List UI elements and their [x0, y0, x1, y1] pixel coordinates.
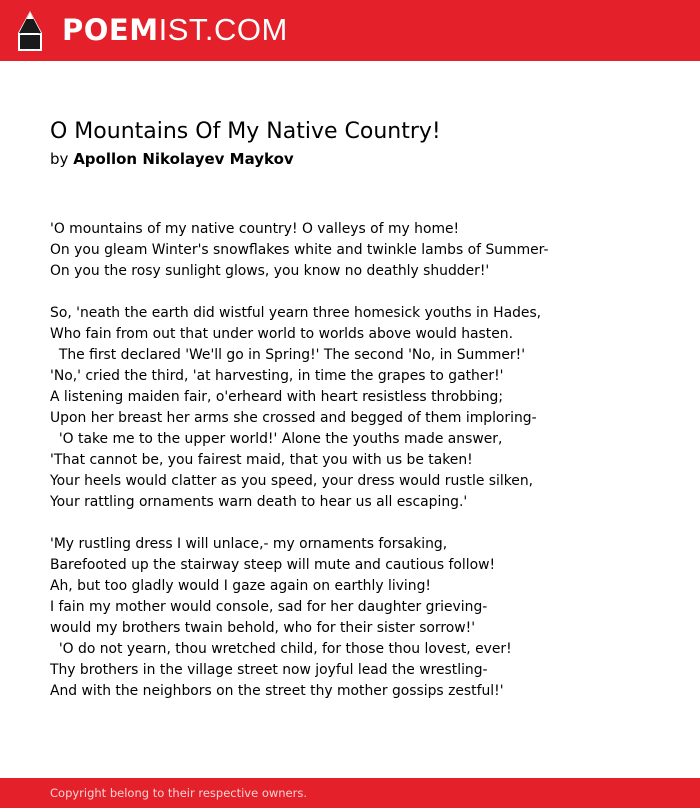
stanza [50, 219, 670, 282]
poem-line: would my brothers twain behold, who for their sister sorrow!' [50, 620, 476, 636]
poem-line: The first declared 'We'll go in Spring!' The second 'No, in Summer!' [50, 347, 526, 363]
poem-line: On you gleam Winter's snowflakes white and twinkle lambs of Summer- [50, 242, 549, 258]
site-footer [0, 778, 700, 808]
by-label: by [50, 150, 69, 168]
poem-line: 'No,' cried the third, 'at harvesting, in time the grapes to gather!' [50, 368, 504, 384]
poem-body [50, 219, 670, 723]
poem-line: Barefooted up the stairway steep will mute and cautious follow! [50, 557, 496, 573]
stanza [50, 534, 670, 702]
copyright-notice: Copyright belong to their respective owners. [50, 786, 308, 800]
poem-line: Ah, but too gladly would I gaze again on earthly living! [50, 578, 431, 594]
stanza [50, 303, 670, 513]
poem-author: Apollon Nikolayev Maykov [73, 150, 294, 168]
poem-line: 'O take me to the upper world!' Alone the youths made answer, [50, 431, 503, 447]
poem-line: Your rattling ornaments warn death to hear us all escaping.' [50, 494, 468, 510]
logo-text-light: IST.COM [158, 12, 288, 47]
poem-title: O Mountains Of My Native Country! [50, 119, 441, 144]
poem-byline [50, 149, 294, 169]
site-logo[interactable] [62, 11, 288, 49]
poem-line: Who fain from out that under world to worlds above would hasten. [50, 326, 514, 342]
poem-line: Thy brothers in the village street now joyful lead the wrestling- [50, 662, 488, 678]
poem-line: Upon her breast her arms she crossed and begged of them imploring- [50, 410, 537, 426]
poem-line: On you the rosy sunlight glows, you know no deathly shudder!' [50, 263, 490, 279]
pencil-logo-icon[interactable] [17, 10, 43, 52]
poem-line: I fain my mother would console, sad for her daughter grieving- [50, 599, 488, 615]
poem-line: So, 'neath the earth did wistful yearn three homesick youths in Hades, [50, 305, 542, 321]
poem-line: Your heels would clatter as you speed, your dress would rustle silken, [50, 473, 534, 489]
poem-line: A listening maiden fair, o'erheard with heart resistless throbbing; [50, 389, 504, 405]
poem-line: And with the neighbors on the street thy mother gossips zestful!' [50, 683, 504, 699]
logo-text-bold: POEM [62, 13, 159, 47]
poem-line: 'My rustling dress I will unlace,- my ornaments forsaking, [50, 536, 448, 552]
poem-line: 'O mountains of my native country! O valleys of my home! [50, 221, 460, 237]
poem-line: 'That cannot be, you fairest maid, that you with us be taken! [50, 452, 473, 468]
site-header [0, 0, 700, 61]
poem-line: 'O do not yearn, thou wretched child, for those thou lovest, ever! [50, 641, 512, 657]
